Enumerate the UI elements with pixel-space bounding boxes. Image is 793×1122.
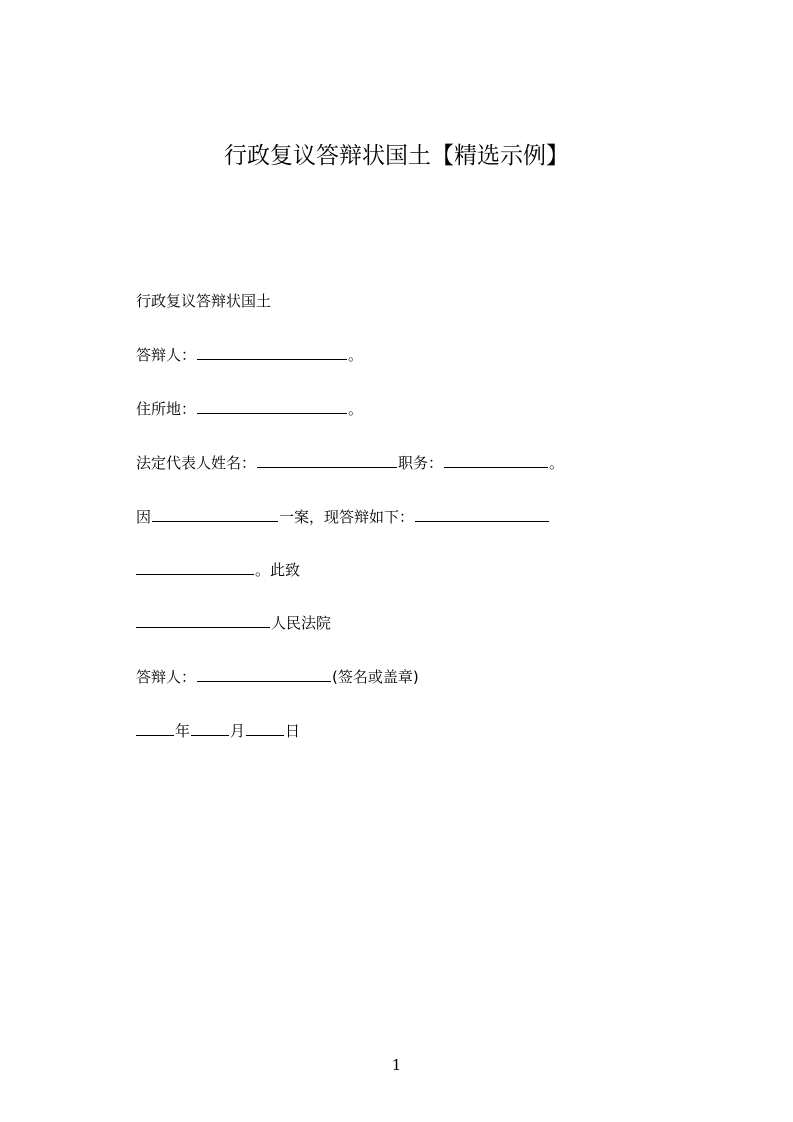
cause-line — [136, 505, 550, 528]
respondent-blank[interactable] — [197, 343, 347, 360]
defense-blank-1[interactable] — [415, 505, 549, 522]
legal-rep-blank[interactable] — [257, 451, 397, 468]
address-label: 住所地： — [136, 400, 197, 418]
document-title: 行政复议答辩状国土【精选示例】 — [224, 143, 569, 169]
cause-middle: 一案，现答辩如下： — [279, 508, 415, 526]
day-label: 日 — [285, 722, 301, 740]
defense-blank-2[interactable] — [136, 558, 254, 575]
court-suffix: 人民法院 — [271, 614, 332, 632]
position-blank[interactable] — [444, 451, 548, 468]
signature-label: 答辩人： — [136, 668, 197, 686]
address-period: 。 — [348, 400, 364, 418]
court-line — [136, 611, 331, 634]
month-label: 月 — [230, 722, 246, 740]
signature-note: (签名或盖章) — [332, 668, 419, 686]
respondent-period: 。 — [348, 346, 364, 364]
legal-rep-label: 法定代表人姓名： — [136, 454, 257, 472]
signature-line — [136, 665, 419, 688]
document-subtitle — [136, 290, 271, 312]
subtitle-text: 行政复议答辩状国土 — [136, 292, 272, 310]
cause-prefix: 因 — [136, 508, 152, 526]
signature-blank[interactable] — [197, 665, 331, 682]
year-blank[interactable] — [136, 719, 174, 736]
year-label: 年 — [175, 722, 191, 740]
respondent-line — [136, 343, 363, 366]
position-label: 职务： — [398, 454, 444, 472]
court-name-blank[interactable] — [136, 611, 270, 628]
closing-text: 。此致 — [255, 561, 301, 579]
month-blank[interactable] — [191, 719, 229, 736]
address-line — [136, 397, 363, 420]
case-name-blank[interactable] — [152, 505, 278, 522]
respondent-label: 答辩人： — [136, 346, 197, 364]
address-blank[interactable] — [197, 397, 347, 414]
page-number: 1 — [391, 1056, 402, 1074]
date-line — [136, 719, 300, 742]
position-period: 。 — [549, 454, 565, 472]
closing-line — [136, 558, 300, 581]
legal-rep-line — [136, 451, 564, 474]
day-blank[interactable] — [246, 719, 284, 736]
